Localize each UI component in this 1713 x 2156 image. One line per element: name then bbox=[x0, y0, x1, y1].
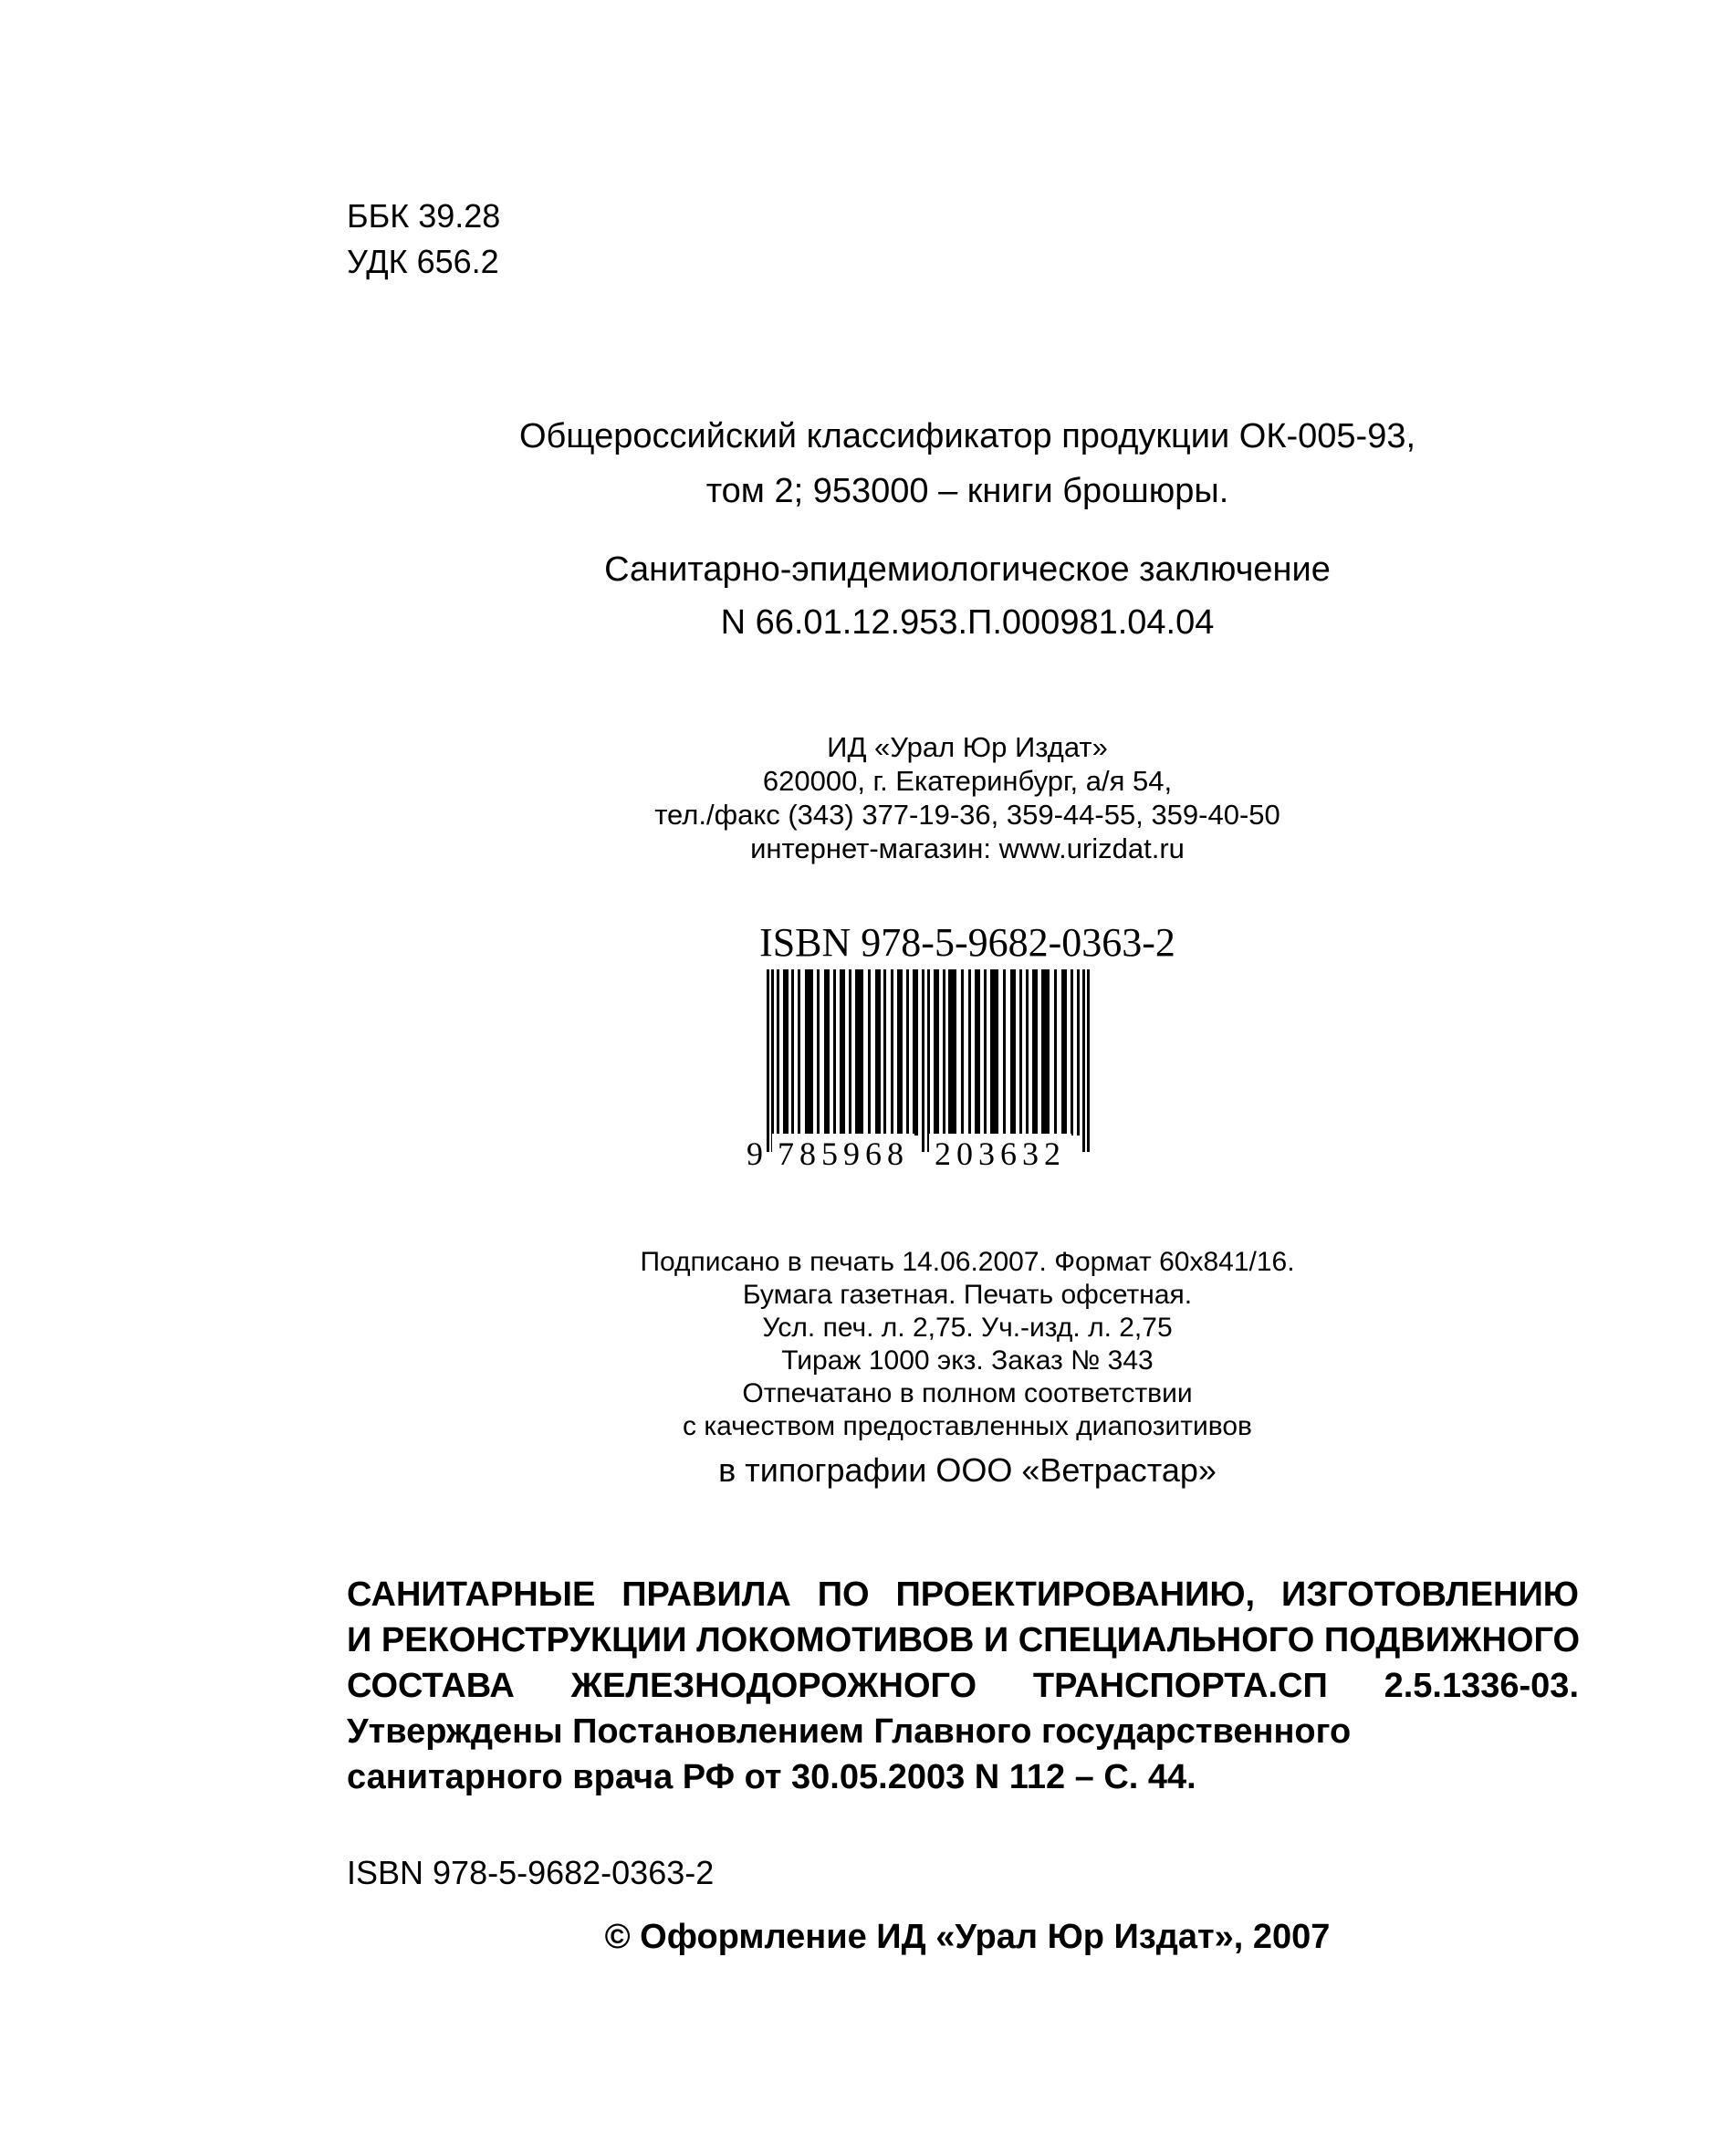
barcode-bar bbox=[798, 969, 800, 1136]
barcode-bar bbox=[1077, 969, 1080, 1136]
okp-line-2: том 2; 953000 – книги брошюры. bbox=[705, 472, 1229, 510]
barcode-digits-left: 785968 bbox=[778, 1136, 909, 1170]
barcode-bar bbox=[791, 969, 794, 1136]
title-line-3: СОСТАВА ЖЕЛЕЗНОДОРОЖНОГО ТРАНСПОРТА.СП 2.5.1336-03. bbox=[347, 1667, 1579, 1705]
isbn-barcode bbox=[747, 969, 1157, 1170]
barcode-bar bbox=[783, 969, 789, 1136]
barcode-guard-bar bbox=[771, 969, 774, 1152]
barcode-bar bbox=[805, 969, 813, 1136]
barcode-bar bbox=[1010, 969, 1016, 1136]
barcode-bar bbox=[855, 969, 863, 1136]
barcode-bar bbox=[868, 969, 871, 1136]
barcode-bars bbox=[767, 969, 1090, 1152]
barcode-digit-first: 9 bbox=[747, 1136, 763, 1170]
isbn-barcode-label: ISBN 978-5-9682-0363-2 bbox=[759, 920, 1175, 965]
barcode-bar bbox=[1054, 969, 1057, 1136]
publisher-phone: тел./факс (343) 377-19-36, 359-44-55, 359-40-50 bbox=[654, 799, 1280, 831]
barcode-guard-bar bbox=[767, 969, 769, 1152]
isbn-bottom: ISBN 978-5-9682-0363-2 bbox=[347, 1854, 715, 1891]
barcode-bar bbox=[975, 969, 980, 1136]
barcode-guard-bar bbox=[1082, 969, 1085, 1152]
barcode-bar bbox=[817, 969, 820, 1136]
sanitary-conclusion bbox=[511, 543, 1424, 649]
print-info bbox=[548, 1246, 1387, 1494]
barcode-bar bbox=[984, 969, 987, 1136]
copyright-line: © Оформление ИД «Урал Юр Издат», 2007 bbox=[604, 1918, 1331, 1956]
bbk-code: ББК 39.28 bbox=[347, 197, 501, 235]
print-info-line-6: с качеством предоставленных диапозитивов bbox=[683, 1411, 1252, 1441]
barcode-guard-bar bbox=[927, 969, 930, 1152]
okp-classifier bbox=[420, 409, 1515, 518]
barcode-bar bbox=[833, 969, 836, 1136]
barcode-bar bbox=[961, 969, 964, 1136]
barcode-bar bbox=[1071, 969, 1073, 1136]
title-line-4: Утверждены Постановлением Главного государственного bbox=[347, 1712, 1352, 1751]
barcode-bar bbox=[849, 969, 851, 1136]
print-info-line-7: в типографии ООО «Ветрастар» bbox=[718, 1451, 1217, 1489]
barcode-bar bbox=[968, 969, 971, 1136]
barcode-bar bbox=[875, 969, 881, 1136]
barcode-bar bbox=[1041, 969, 1050, 1136]
print-info-line-3: Усл. печ. л. 2,75. Уч.-изд. л. 2,75 bbox=[762, 1313, 1173, 1343]
barcode-bar bbox=[824, 969, 830, 1136]
barcode-bar bbox=[948, 969, 956, 1136]
okp-line-1: Общероссийский классификатор продукции ОК-005-93, bbox=[518, 417, 1416, 455]
barcode-bar bbox=[883, 969, 886, 1136]
classification-codes bbox=[347, 194, 500, 285]
barcode-digits-right: 203632 bbox=[935, 1136, 1066, 1170]
sanitary-line-1: Санитарно-эпидемиологическое заключение bbox=[604, 550, 1331, 589]
print-info-line-1: Подписано в печать 14.06.2007. Формат 60х841/16. bbox=[640, 1247, 1295, 1277]
publisher-info bbox=[548, 730, 1387, 865]
title-line-1: САНИТАРНЫЕ ПРАВИЛА ПО ПРОЕКТИРОВАНИЮ, ИЗГОТОВЛЕНИЮ bbox=[347, 1575, 1579, 1614]
print-info-line-2: Бумага газетная. Печать офсетная. bbox=[742, 1280, 1193, 1310]
barcode-bar bbox=[1026, 969, 1029, 1136]
barcode-bar bbox=[906, 969, 909, 1136]
barcode-bar bbox=[897, 969, 903, 1136]
publisher-name: ИД «Урал Юр Издат» bbox=[827, 731, 1108, 763]
publisher-address: 620000, г. Екатеринбург, а/я 54, bbox=[762, 765, 1173, 797]
barcode-guard-bar bbox=[1087, 969, 1090, 1152]
barcode-guard-bar bbox=[922, 969, 924, 1152]
title-line-5: санитарного врача РФ от 30.05.2003 N 112 – С. 44. bbox=[347, 1758, 1196, 1796]
print-info-line-4: Тираж 1000 экз. Заказ № 343 bbox=[781, 1345, 1154, 1376]
barcode-bar bbox=[913, 969, 918, 1136]
barcode-bar bbox=[1019, 969, 1022, 1136]
barcode-bar bbox=[1061, 969, 1067, 1136]
sanitary-line-2: N 66.01.12.953.П.000981.04.04 bbox=[720, 603, 1215, 642]
barcode-bar bbox=[840, 969, 845, 1136]
barcode-bar bbox=[1003, 969, 1006, 1136]
bibliographic-title bbox=[347, 1572, 1579, 1800]
print-info-line-5: Отпечатано в полном соответствии bbox=[742, 1378, 1193, 1408]
barcode-bar bbox=[777, 969, 779, 1136]
udk-code: УДК 656.2 bbox=[347, 243, 499, 280]
barcode-bar bbox=[891, 969, 893, 1136]
publisher-shop: интернет-магазин: www.urizdat.ru bbox=[750, 832, 1185, 864]
barcode-bar bbox=[934, 969, 939, 1136]
barcode-bar bbox=[943, 969, 945, 1136]
barcode-bar bbox=[990, 969, 998, 1136]
barcode-bar bbox=[1032, 969, 1038, 1136]
title-line-2: И РЕКОНСТРУКЦИИ ЛОКОМОТИВОВ И СПЕЦИАЛЬНОГО ПОДВИЖНОГО bbox=[347, 1621, 1581, 1659]
